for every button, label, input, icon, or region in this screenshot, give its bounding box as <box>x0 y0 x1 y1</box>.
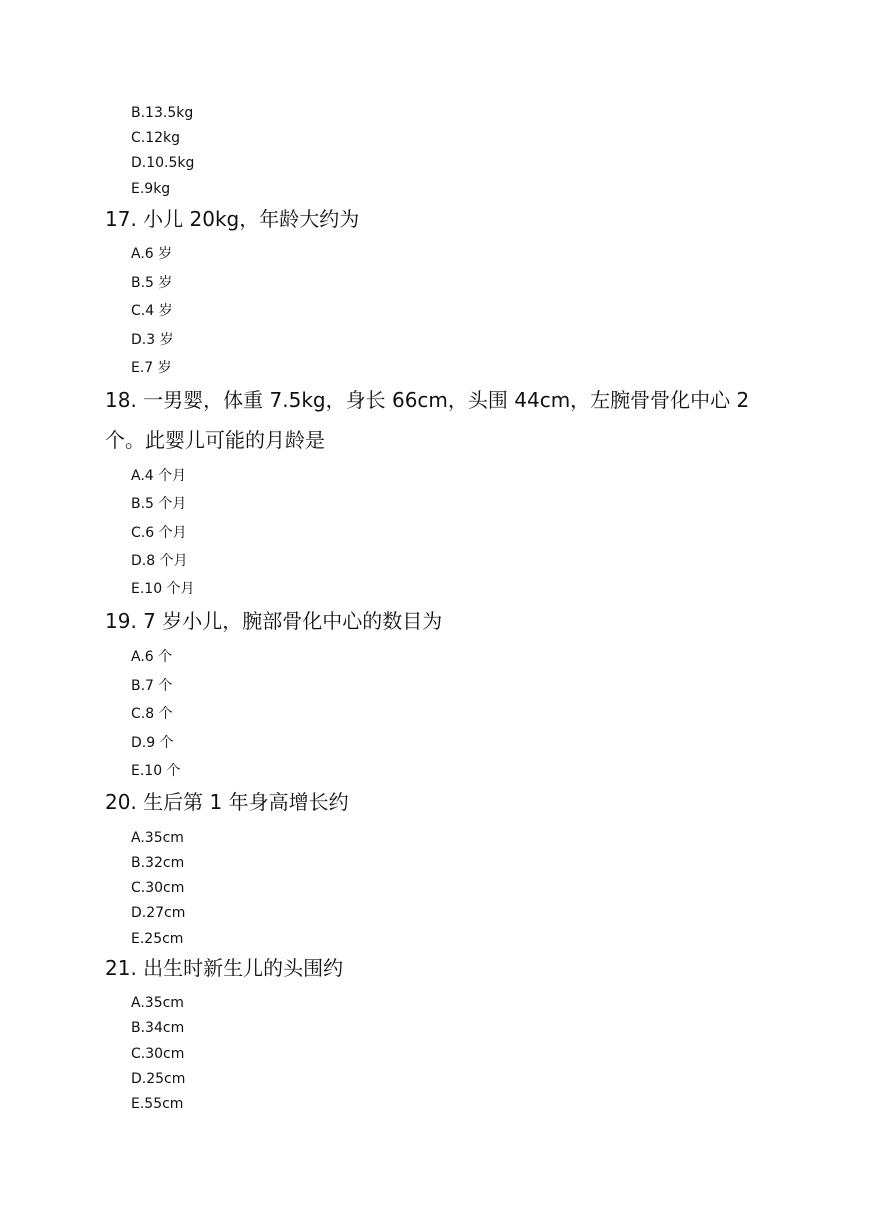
question-text: 出生时新生儿的头围约 <box>143 956 344 980</box>
question-19 <box>105 611 442 631</box>
option-a: A.35cm <box>131 995 184 1011</box>
option-a: A.6 个 <box>131 649 173 665</box>
option-a: A.35cm <box>131 830 184 846</box>
option-b: B.5 岁 <box>131 275 173 291</box>
option-e: E.7 岁 <box>131 360 172 376</box>
option-c: C.8 个 <box>131 706 173 722</box>
option-c: C.30cm <box>131 880 185 896</box>
question-21 <box>105 958 343 978</box>
option-c: C.4 岁 <box>131 303 173 319</box>
option-d: D.25cm <box>131 1071 186 1087</box>
option-e: E.25cm <box>131 931 184 947</box>
option-a: A.4 个月 <box>131 468 187 484</box>
option-b: B.32cm <box>131 855 185 871</box>
option-d: D.3 岁 <box>131 332 174 348</box>
question-number: 19. <box>105 609 137 633</box>
option-d: D.10.5kg <box>131 155 195 171</box>
question-18-continuation: 个。此婴儿可能的月龄是 <box>105 428 325 452</box>
option-e: E.55cm <box>131 1096 184 1112</box>
option-d: D.9 个 <box>131 735 174 751</box>
question-text: 生后第 1 年身高增长约 <box>143 790 349 814</box>
option-b: B.34cm <box>131 1020 185 1036</box>
option-c: C.12kg <box>131 130 181 146</box>
question-text: 小儿 20kg，年龄大约为 <box>143 207 360 231</box>
question-number: 18. <box>105 388 137 412</box>
option-d: D.27cm <box>131 905 186 921</box>
option-b: B.13.5kg <box>131 105 194 121</box>
option-e: E.10 个 <box>131 763 181 779</box>
option-c: C.30cm <box>131 1046 185 1062</box>
question-number: 17. <box>105 207 137 231</box>
question-text: 一男婴，体重 7.5kg，身长 66cm，头围 44cm，左腕骨骨化中心 2 <box>143 388 750 412</box>
question-20 <box>105 792 349 812</box>
question-number: 21. <box>105 956 137 980</box>
option-b: B.7 个 <box>131 678 173 694</box>
option-b: B.5 个月 <box>131 496 187 512</box>
option-e: E.10 个月 <box>131 581 195 597</box>
question-number: 20. <box>105 790 137 814</box>
question-text: 7 岁小儿，腕部骨化中心的数目为 <box>143 609 443 633</box>
question-17 <box>105 209 359 229</box>
option-d: D.8 个月 <box>131 553 188 569</box>
option-a: A.6 岁 <box>131 246 173 262</box>
option-e: E.9kg <box>131 181 171 197</box>
option-c: C.6 个月 <box>131 525 187 541</box>
question-18 <box>105 390 749 410</box>
